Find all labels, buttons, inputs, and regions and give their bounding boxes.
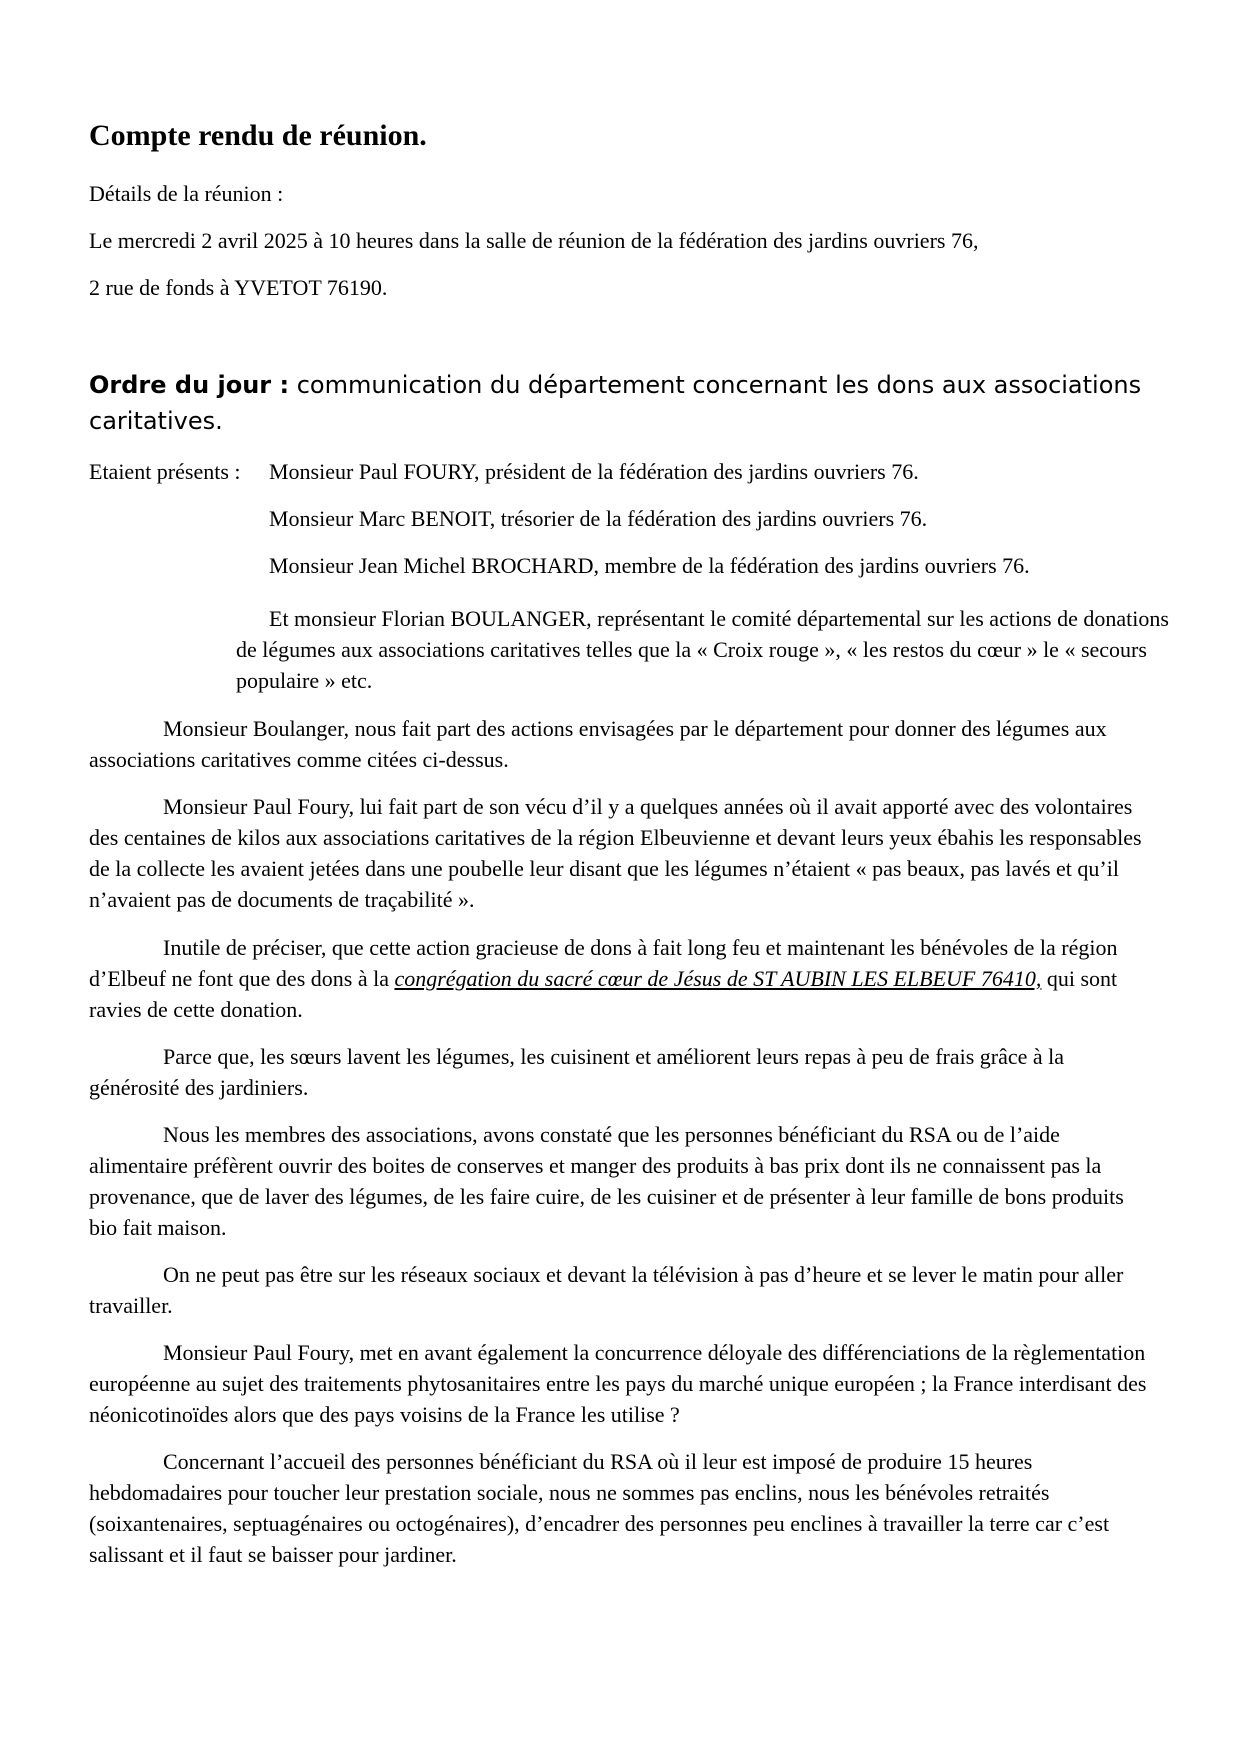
attendee-treasurer: Monsieur Marc BENOIT, trésorier de la fédération des jardins ouvriers 76. bbox=[269, 506, 928, 531]
paragraph-foury-experience: Monsieur Paul Foury, lui fait part de son vécu d’il y a quelques années où il avait apporté avec des volontaires des centaines de kilos aux associations caritatives de la région Elbeuvienne et devant leurs yeux ébahis les responsables de la collecte les avaient jetées dans une poubelle leur disant que les légumes n’étaient « pas beaux, pas lavés et qu’il n’avaient pas de documents de traçabilité ». bbox=[89, 794, 1142, 912]
congregation-link[interactable]: congrégation du sacré cœur de Jésus de ST AUBIN LES ELBEUF 76410, bbox=[394, 966, 1042, 991]
attendee-member: Monsieur Jean Michel BROCHARD, membre de la fédération des jardins ouvriers 76. bbox=[269, 553, 1030, 578]
agenda-label: Ordre du jour : bbox=[89, 371, 290, 399]
paragraph-elbeuf-donations bbox=[89, 932, 1157, 1025]
document-title: Compte rendu de réunion. bbox=[89, 119, 427, 152]
details-label: Détails de la réunion : bbox=[89, 181, 284, 206]
elbeuf-text-before: Inutile de préciser, que cette action gracieuse de dons à fait long feu et maintenant les bénévoles de la région d’Elbeuf ne font que des dons à la bbox=[89, 935, 1118, 991]
details-date-location: Le mercredi 2 avril 2025 à 10 heures dans la salle de réunion de la fédération des jardins ouvriers 76, bbox=[89, 228, 979, 253]
paragraph-rsa-observation: Nous les membres des associations, avons constaté que les personnes bénéficiant du RSA ou de l’aide alimentaire préfèrent ouvrir des boites de conserves et manger des produits à bas prix dont ils ne connaissent pas la provenance, que de laver des légumes, de les faire cuire, de les cuisiner et de présenter à leur famille de bons produits bio fait maison. bbox=[89, 1122, 1124, 1240]
paragraph-accueil-rsa: Concernant l’accueil des personnes bénéficiant du RSA où il leur est imposé de produire 15 heures hebdomadaires pour toucher leur prestation sociale, nous ne sommes pas enclins, nous les bénévoles retraités (soixantenaires, septuagénaires ou octogénaires), d’encadrer des personnes peu enclines à travailler la terre car c’est salissant et il faut se baisser pour jardiner. bbox=[89, 1449, 1110, 1567]
attendee-president: Monsieur Paul FOURY, président de la fédération des jardins ouvriers 76. bbox=[269, 459, 919, 484]
paragraph-soeurs: Parce que, les sœurs lavent les légumes, les cuisinent et améliorent leurs repas à peu de frais grâce à la générosité des jardiniers. bbox=[89, 1044, 1065, 1100]
attendee-representative: Et monsieur Florian BOULANGER, représentant le comité départemental sur les actions de donations de légumes aux associations caritatives telles que la « Croix rouge », « les restos du cœur » le « secours populaire » etc. bbox=[236, 606, 1169, 693]
attendees-label: Etaient présents : bbox=[89, 459, 241, 484]
paragraph-reseaux-sociaux: On ne peut pas être sur les réseaux sociaux et devant la télévision à pas d’heure et se lever le matin pour aller travailler. bbox=[89, 1262, 1124, 1318]
paragraph-concurrence: Monsieur Paul Foury, met en avant également la concurrence déloyale des différenciations de la règlementation européenne au sujet des traitements phytosanitaires entre les pays du marché unique européen ; la France interdisant des néonicotinoïdes alors que des pays voisins de la France les utilise ? bbox=[89, 1340, 1147, 1427]
agenda bbox=[89, 367, 1159, 439]
agenda-text: communication du département concernant les dons aux associations caritatives. bbox=[89, 371, 1142, 435]
details-address: 2 rue de fonds à YVETOT 76190. bbox=[89, 275, 388, 300]
paragraph-departement-actions: Monsieur Boulanger, nous fait part des actions envisagées par le département pour donner des légumes aux associations caritatives comme citées ci-dessus. bbox=[89, 716, 1107, 772]
elbeuf-text-after: qui sont ravies de cette donation. bbox=[89, 966, 1118, 1022]
